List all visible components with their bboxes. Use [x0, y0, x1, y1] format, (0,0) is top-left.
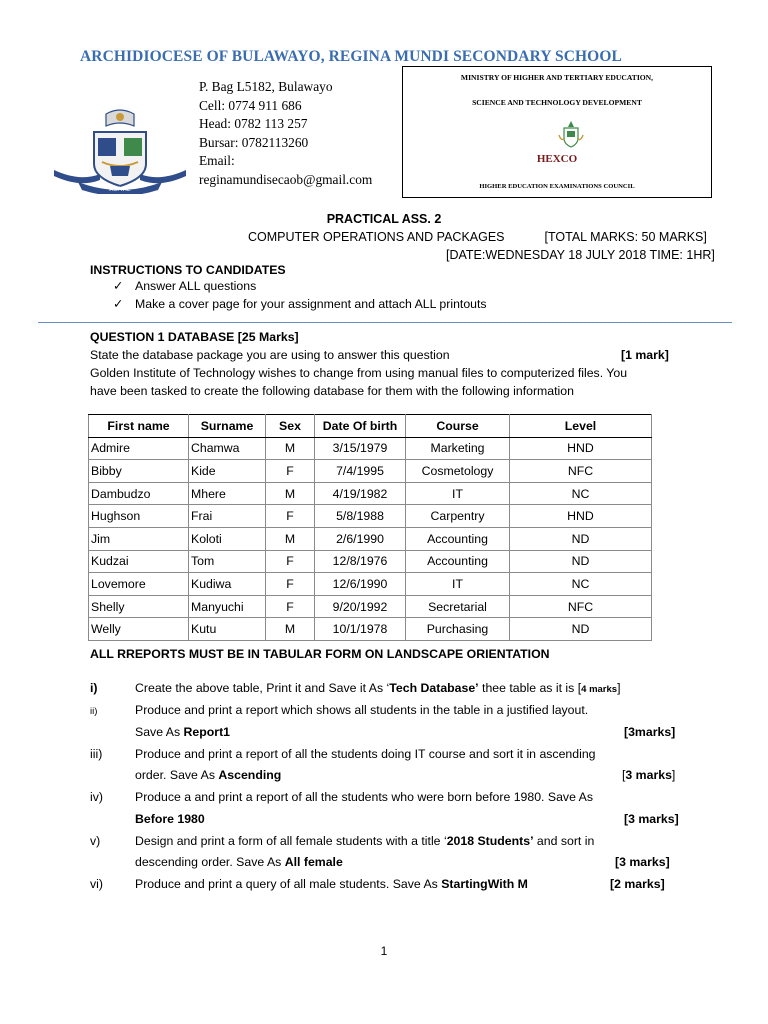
question-iv-line-1: Produce a and print a report of all the students who were born before 1980. Save As — [135, 790, 594, 804]
question-i-text-b: thee table as it is [ — [478, 681, 582, 695]
address-line-cell: Cell: 0774 911 686 — [199, 97, 302, 113]
header-surname: Surname — [189, 415, 266, 438]
cell-date-of-birth: 9/20/1992 — [315, 595, 406, 618]
date-time-line: [DATE:WEDNESDAY 18 JULY 2018 TIME: 1HR] — [446, 248, 715, 262]
cell-course: Marketing — [406, 437, 510, 460]
question-v-line-2 — [135, 855, 343, 869]
cell-level: NC — [510, 482, 652, 505]
reports-note: ALL RREPORTS MUST BE IN TABULAR FORM ON LANDSCAPE ORIENTATION — [90, 647, 550, 661]
cell-course: Accounting — [406, 550, 510, 573]
question-i-marks-end: ] — [617, 681, 621, 695]
council-label: HIGHER EDUCATION EXAMINATIONS COUNCIL — [479, 183, 635, 190]
question-1-line-1: State the database package you are using to answer this question — [90, 348, 450, 362]
question-vi-text: Produce and print a query of all male students. Save As — [135, 877, 442, 891]
cell-first-name: Shelly — [89, 595, 189, 618]
address-line-bursar: Bursar: 0782113260 — [199, 134, 309, 150]
instruction-item — [113, 279, 256, 293]
question-i-marks: 4 marks — [581, 684, 618, 695]
cell-first-name: Dambudzo — [89, 482, 189, 505]
question-iii-save-name: Ascending — [218, 768, 282, 782]
cell-first-name: Lovemore — [89, 573, 189, 596]
question-ii-line-2 — [135, 725, 230, 739]
table-row — [89, 437, 652, 460]
cell-date-of-birth: 7/4/1995 — [315, 460, 406, 483]
question-v-text-a: Design and print a form of all female students with a title ‘ — [135, 834, 447, 848]
cell-course: IT — [406, 573, 510, 596]
question-1-heading: QUESTION 1 DATABASE [25 Marks] — [90, 330, 299, 344]
school-address — [199, 78, 372, 190]
crest-banner-text: ASPIRE — [109, 186, 131, 193]
cell-level: NFC — [510, 460, 652, 483]
cell-first-name: Jim — [89, 527, 189, 550]
instructions-heading: INSTRUCTIONS TO CANDIDATES — [90, 263, 286, 277]
question-ii-line-1: Produce and print a report which shows all students in the table in a justified layout. — [135, 703, 589, 717]
table-row — [89, 550, 652, 573]
zimbabwe-coat-of-arms-icon — [557, 119, 585, 149]
question-vi-marks: [2 marks] — [610, 877, 665, 891]
cell-level: NC — [510, 573, 652, 596]
question-iv-marks: [3 marks] — [624, 812, 679, 826]
total-marks: [TOTAL MARKS: 50 MARKS] — [544, 230, 707, 244]
header-date-of-birth: Date Of birth — [315, 415, 406, 438]
cell-level: ND — [510, 550, 652, 573]
header-sex: Sex — [266, 415, 315, 438]
question-number-vi: vi) — [90, 877, 103, 891]
question-iii-save-prefix: order. Save As — [135, 768, 219, 782]
instruction-text: Answer ALL questions — [135, 279, 257, 293]
instruction-item — [113, 297, 487, 311]
address-line-email: reginamundisecaob@gmail.com — [199, 171, 373, 187]
cell-date-of-birth: 3/15/1979 — [315, 437, 406, 460]
cell-sex: M — [266, 437, 315, 460]
question-ii-marks: [3marks] — [624, 725, 676, 739]
question-iii-marks-close: ] — [671, 768, 676, 782]
school-title: ARCHIDIOCESE OF BULAWAYO, REGINA MUNDI SECONDARY SCHOOL — [80, 48, 622, 65]
checkmark-icon: ✓ — [113, 297, 124, 311]
cell-level: ND — [510, 618, 652, 641]
instruction-text: Make a cover page for your assignment and attach ALL printouts — [135, 297, 487, 311]
cell-surname: Koloti — [189, 527, 266, 550]
cell-surname: Manyuchi — [189, 595, 266, 618]
question-iii-line-1: Produce and print a report of all the students doing IT course and sort it in ascending — [135, 747, 596, 761]
subject-line — [248, 230, 707, 244]
table-row — [89, 505, 652, 528]
cell-sex: F — [266, 595, 315, 618]
address-line-bag: P. Bag L5182, Bulawayo — [199, 79, 333, 94]
cell-date-of-birth: 4/19/1982 — [315, 482, 406, 505]
cell-course: IT — [406, 482, 510, 505]
cell-date-of-birth: 5/8/1988 — [315, 505, 406, 528]
school-crest-logo — [50, 104, 190, 199]
question-v-save-prefix: descending order. Save As — [135, 855, 285, 869]
subject-name: COMPUTER OPERATIONS AND PACKAGES — [248, 230, 505, 244]
question-i-text-a: Create the above table, Print it and Save it As ‘ — [135, 681, 390, 695]
question-iv-save-name: Before 1980 — [135, 812, 205, 826]
cell-surname: Tom — [189, 550, 266, 573]
question-i-save-name: Tech Database’ — [389, 681, 479, 695]
header-first-name: First name — [89, 415, 189, 438]
section-divider — [38, 322, 732, 323]
student-database-table — [88, 414, 652, 641]
page-number: 1 — [380, 944, 388, 958]
cell-first-name: Bibby — [89, 460, 189, 483]
table-row — [89, 482, 652, 505]
question-number-iii: iii) — [90, 747, 103, 761]
header-level: Level — [510, 415, 652, 438]
cell-course: Accounting — [406, 527, 510, 550]
ministry-line-1: MINISTRY OF HIGHER AND TERTIARY EDUCATION, — [460, 73, 654, 82]
cell-surname: Kudiwa — [189, 573, 266, 596]
cell-first-name: Kudzai — [89, 550, 189, 573]
cell-surname: Chamwa — [189, 437, 266, 460]
question-number-iv: iv) — [90, 790, 103, 804]
cell-sex: M — [266, 482, 315, 505]
cell-date-of-birth: 2/6/1990 — [315, 527, 406, 550]
cell-course: Secretarial — [406, 595, 510, 618]
cell-surname: Kutu — [189, 618, 266, 641]
cell-level: ND — [510, 527, 652, 550]
cell-course: Carpentry — [406, 505, 510, 528]
question-vi-save-name: StartingWith M — [441, 877, 528, 891]
cell-sex: F — [266, 550, 315, 573]
question-iii-marks-open: [ — [622, 768, 626, 782]
cell-level: NFC — [510, 595, 652, 618]
table-row — [89, 618, 652, 641]
question-number-v: v) — [90, 834, 101, 848]
cell-first-name: Hughson — [89, 505, 189, 528]
table-row — [89, 527, 652, 550]
question-v-save-name: All female — [284, 855, 343, 869]
question-v-title: 2018 Students’ — [446, 834, 534, 848]
question-iii-marks-wrap — [622, 768, 675, 782]
cell-level: HND — [510, 437, 652, 460]
address-line-head: Head: 0782 113 257 — [199, 116, 308, 132]
cell-sex: F — [266, 573, 315, 596]
hexco-label: HEXCO — [536, 153, 578, 165]
table-row — [89, 573, 652, 596]
cell-course: Purchasing — [406, 618, 510, 641]
question-iii-line-2 — [135, 768, 281, 782]
cell-surname: Mhere — [189, 482, 266, 505]
question-ii-save-prefix: Save As — [135, 725, 184, 739]
question-1-line-1-marks: [1 mark] — [621, 348, 669, 362]
header-course: Course — [406, 415, 510, 438]
checkmark-icon: ✓ — [113, 279, 124, 293]
cell-sex: F — [266, 505, 315, 528]
table-row — [89, 595, 652, 618]
address-line-email-label: Email: — [199, 153, 235, 169]
cell-date-of-birth: 10/1/1978 — [315, 618, 406, 641]
question-1-line-2: Golden Institute of Technology wishes to change from using manual files to computerized files. You — [90, 366, 628, 380]
cell-sex: F — [266, 460, 315, 483]
cell-first-name: Welly — [89, 618, 189, 641]
cell-level: HND — [510, 505, 652, 528]
cell-surname: Frai — [189, 505, 266, 528]
question-1-line-3: have been tasked to create the following database for them with the following information — [90, 384, 574, 398]
question-ii-save-name: Report1 — [183, 725, 231, 739]
cell-date-of-birth: 12/6/1990 — [315, 573, 406, 596]
cell-date-of-birth: 12/8/1976 — [315, 550, 406, 573]
ministry-line-2: SCIENCE AND TECHNOLOGY DEVELOPMENT — [472, 98, 642, 107]
cell-sex: M — [266, 618, 315, 641]
cell-course: Cosmetology — [406, 460, 510, 483]
table-row — [89, 460, 652, 483]
question-v-line-1 — [135, 834, 594, 848]
question-v-text-b: and sort in — [533, 834, 595, 848]
question-iii-marks: 3 marks — [625, 768, 672, 782]
assignment-title: PRACTICAL ASS. 2 — [326, 212, 442, 226]
question-vi-line-1 — [135, 877, 528, 891]
cell-first-name: Admire — [89, 437, 189, 460]
cell-surname: Kide — [189, 460, 266, 483]
question-i-text — [135, 681, 620, 695]
question-number-ii: ii) — [90, 706, 98, 717]
table-header-row — [89, 415, 652, 438]
question-number-i: i) — [90, 681, 98, 695]
ministry-box — [402, 66, 712, 198]
question-v-marks: [3 marks] — [615, 855, 670, 869]
cell-sex: M — [266, 527, 315, 550]
